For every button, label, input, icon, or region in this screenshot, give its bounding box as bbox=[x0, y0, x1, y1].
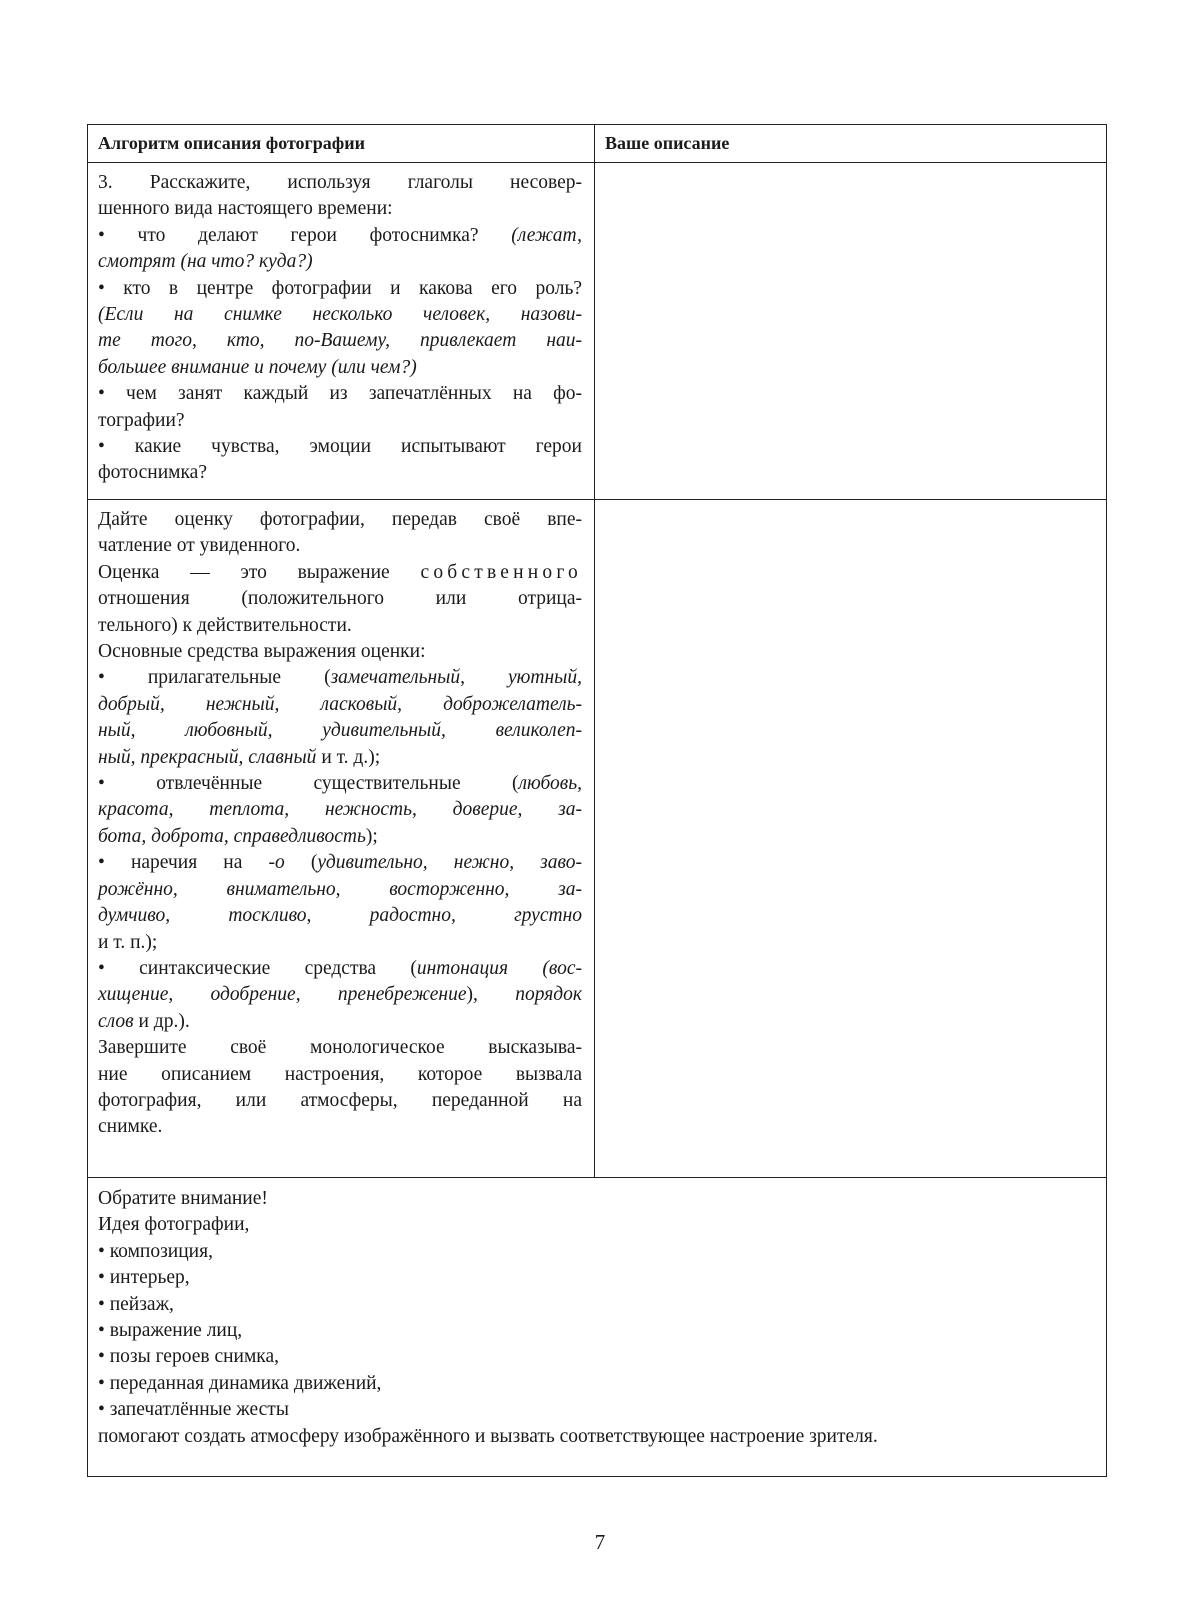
italic-span: (лежат, bbox=[511, 224, 582, 246]
italic-span: порядок bbox=[515, 984, 582, 1006]
italic-span: бота, доброта, справедливость bbox=[98, 825, 366, 847]
text-line bbox=[98, 560, 582, 586]
list-item: • интерьер, bbox=[98, 1265, 1094, 1291]
bullet-line bbox=[98, 771, 582, 797]
text-line: Завершите своё монологическое высказыва- bbox=[98, 1037, 582, 1059]
text-line: чатление от увиденного. bbox=[98, 535, 301, 557]
answer-cell-1[interactable] bbox=[595, 163, 1107, 500]
algorithm-evaluation bbox=[88, 500, 595, 1178]
bullet-line: • какие чувства, эмоции испытывают герои bbox=[98, 434, 582, 460]
text-line: Идея фотографии, bbox=[98, 1214, 250, 1236]
list-item: • композиция, bbox=[98, 1239, 1094, 1265]
header-algorithm: Алгоритм описания фотографии bbox=[88, 125, 595, 163]
text-line: фотография, или атмосферы, переданной на bbox=[98, 1089, 582, 1111]
table-row bbox=[88, 500, 1107, 1178]
list-item: • позы героев снимка, bbox=[98, 1344, 1094, 1370]
table-row bbox=[88, 1178, 1107, 1477]
italic-span: удивительно, нежно, заво- bbox=[317, 852, 582, 874]
text-line: 3. Расскажите, используя глаголы несовер- bbox=[98, 172, 582, 193]
text-line: помогают создать атмосферу изображённого и вызвать соответствующее настроение зрителя. bbox=[98, 1425, 878, 1447]
italic-span: -о bbox=[268, 852, 285, 874]
worksheet bbox=[87, 124, 1107, 1477]
italic-span: слов bbox=[98, 1010, 134, 1032]
italic-span: те того, кто, по-Вашему, привлекает наи- bbox=[98, 330, 582, 352]
text-line: ние описанием настроения, которое вызвала bbox=[98, 1063, 582, 1085]
text-line: отношения (положительного или отрица- bbox=[98, 588, 582, 610]
text-span: отвлечённые существительные ( bbox=[156, 773, 519, 795]
text-span: что делают герои фотоснимка? bbox=[137, 224, 479, 246]
italic-span: (Если на снимке несколько человек, назови- bbox=[98, 304, 582, 326]
italic-span: красота, теплота, нежность, доверие, за- bbox=[98, 799, 582, 821]
text-span: и т. д.); bbox=[316, 746, 381, 768]
text-line: и т. п.); bbox=[98, 931, 158, 953]
italic-span: смотрят (на что? куда?) bbox=[98, 251, 313, 273]
header-row bbox=[88, 125, 1107, 163]
header-your-description: Ваше описание bbox=[595, 125, 1107, 163]
text-line: тографии? bbox=[98, 409, 185, 431]
text-span: и др.). bbox=[133, 1010, 190, 1032]
bullet-line: • кто в центре фотографии и какова его роль? bbox=[98, 276, 582, 302]
text-span: наречия на bbox=[130, 852, 269, 874]
list-item: • запечатлённые жесты bbox=[98, 1397, 1094, 1423]
bullet-line bbox=[98, 665, 582, 691]
italic-span: замечательный, уютный, bbox=[330, 667, 582, 689]
italic-span: ный, любовный, удивительный, великолеп- bbox=[98, 720, 582, 742]
italic-span: любовь, bbox=[518, 773, 582, 795]
text-line: Обратите внимание! bbox=[98, 1188, 268, 1209]
text-span: ( bbox=[284, 852, 318, 874]
attention-note bbox=[88, 1178, 1107, 1477]
bullet-line: • чем занят каждый из запечатлённых на фо- bbox=[98, 381, 582, 407]
bullet-line bbox=[98, 850, 582, 876]
algorithm-step-3 bbox=[88, 163, 595, 500]
italic-span: думчиво, тоскливо, радостно, грустно bbox=[98, 905, 582, 927]
italic-span: хищение, одобрение, пренебрежение bbox=[98, 984, 467, 1006]
bullet-line bbox=[98, 956, 582, 982]
list-item: • выражение лиц, bbox=[98, 1318, 1094, 1344]
text-line: Дайте оценку фотографии, передав своё впе- bbox=[98, 509, 582, 530]
text-line: шенного вида настоящего времени: bbox=[98, 198, 393, 220]
text-span: прилагательные ( bbox=[147, 667, 331, 689]
table-row bbox=[88, 163, 1107, 500]
italic-span: рожённо, внимательно, восторженно, за- bbox=[98, 878, 582, 900]
text-line: Основные средства выражения оценки: bbox=[98, 641, 426, 663]
page-number: 7 bbox=[594, 1530, 606, 1554]
text-line: снимке. bbox=[98, 1116, 163, 1138]
italic-span: большее внимание и почему (или чем?) bbox=[98, 356, 417, 378]
text-span: синтаксические средства ( bbox=[139, 957, 417, 979]
text-line: тельного) к действительности. bbox=[98, 614, 352, 636]
italic-span: ный, прекрасный, славный bbox=[98, 746, 317, 768]
answer-cell-2[interactable] bbox=[595, 500, 1107, 1178]
bullet-line bbox=[98, 223, 582, 249]
list-item: • пейзаж, bbox=[98, 1292, 1094, 1318]
list-item: • переданная динамика движений, bbox=[98, 1371, 1094, 1397]
spaced-span: собственного bbox=[420, 561, 583, 583]
text-span: ), bbox=[466, 984, 516, 1006]
text-line: фотоснимка? bbox=[98, 462, 207, 484]
italic-span: интонация (вос- bbox=[416, 957, 582, 979]
description-table bbox=[87, 124, 1107, 1477]
italic-span: добрый, нежный, ласковый, доброжелатель- bbox=[98, 693, 582, 715]
text-span: ); bbox=[365, 825, 378, 847]
text-span: Оценка — это выражение bbox=[98, 561, 390, 583]
